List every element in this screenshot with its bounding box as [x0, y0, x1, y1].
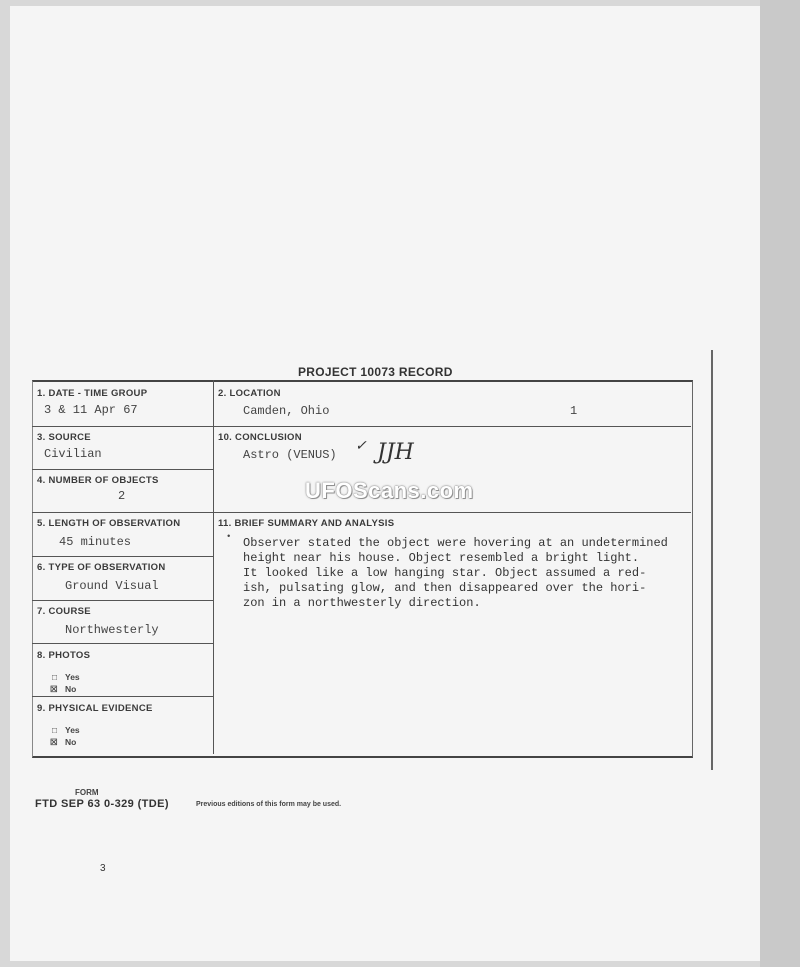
summary-line: Observer stated the object were hovering at an undetermined — [243, 536, 668, 550]
row-divider — [32, 643, 214, 644]
photos-label: 8. PHOTOS — [37, 650, 91, 661]
summary-line: ish, pulsating glow, and then disappeared over the hori- — [243, 581, 647, 595]
type-label: 6. TYPE OF OBSERVATION — [37, 562, 166, 573]
photos-no-label: No — [65, 684, 77, 694]
location-count: 1 — [570, 404, 578, 418]
source-label: 3. SOURCE — [37, 432, 91, 443]
summary-text — [243, 536, 688, 611]
column-divider — [213, 380, 214, 754]
check-mark: ✓ — [355, 438, 367, 454]
objects-label: 4. NUMBER OF OBJECTS — [37, 475, 159, 486]
reviewer-initials: JJH — [377, 440, 414, 465]
date-value: 3 & 11 Apr 67 — [44, 403, 138, 417]
row-divider — [213, 512, 691, 513]
length-label: 5. LENGTH OF OBSERVATION — [37, 518, 181, 529]
location-value: Camden, Ohio — [243, 404, 330, 418]
physical-yes-label: Yes — [65, 725, 80, 735]
row-divider — [32, 696, 214, 697]
row-divider — [32, 600, 214, 601]
physical-label: 9. PHYSICAL EVIDENCE — [37, 703, 153, 714]
type-value: Ground Visual — [65, 579, 159, 593]
form-number: FTD SEP 63 0-329 (TDE) — [35, 798, 169, 810]
physical-no-label: No — [65, 737, 77, 747]
summary-line: zon in a northwesterly direction. — [243, 596, 481, 610]
location-label: 2. LOCATION — [218, 388, 281, 399]
row-divider — [32, 469, 214, 470]
summary-bullet: • — [226, 532, 232, 542]
margin-line — [711, 350, 713, 770]
row-divider — [32, 556, 214, 557]
course-value: Northwesterly — [65, 623, 159, 637]
physical-no-box: ☒ — [50, 737, 58, 747]
summary-line: It looked like a low hanging star. Object assumed a red- — [243, 566, 647, 580]
summary-label: 11. BRIEF SUMMARY AND ANALYSIS — [218, 518, 395, 529]
date-label: 1. DATE - TIME GROUP — [37, 388, 148, 399]
form-title: PROJECT 10073 RECORD — [298, 365, 453, 379]
source-value: Civilian — [44, 447, 102, 461]
photos-no-box: ☒ — [50, 684, 58, 694]
conclusion-value: Astro (VENUS) — [243, 448, 337, 462]
summary-line: height near his house. Object resembled a bright light. — [243, 551, 640, 565]
footer-form-word: FORM — [75, 788, 99, 797]
photos-yes-label: Yes — [65, 672, 80, 682]
row-divider — [32, 512, 214, 513]
objects-value: 2 — [118, 489, 126, 503]
edition-note: Previous editions of this form may be used. — [196, 801, 342, 808]
course-label: 7. COURSE — [37, 606, 91, 617]
length-value: 45 minutes — [59, 535, 132, 549]
site-watermark: UFOScans.com — [305, 478, 474, 503]
photos-yes-box: □ — [52, 672, 58, 682]
scan-edge — [760, 0, 800, 967]
row-divider — [32, 426, 214, 427]
conclusion-label: 10. CONCLUSION — [218, 432, 302, 443]
physical-yes-box: □ — [52, 725, 58, 735]
page-mark: 3 — [100, 863, 106, 874]
row-divider — [213, 426, 691, 427]
